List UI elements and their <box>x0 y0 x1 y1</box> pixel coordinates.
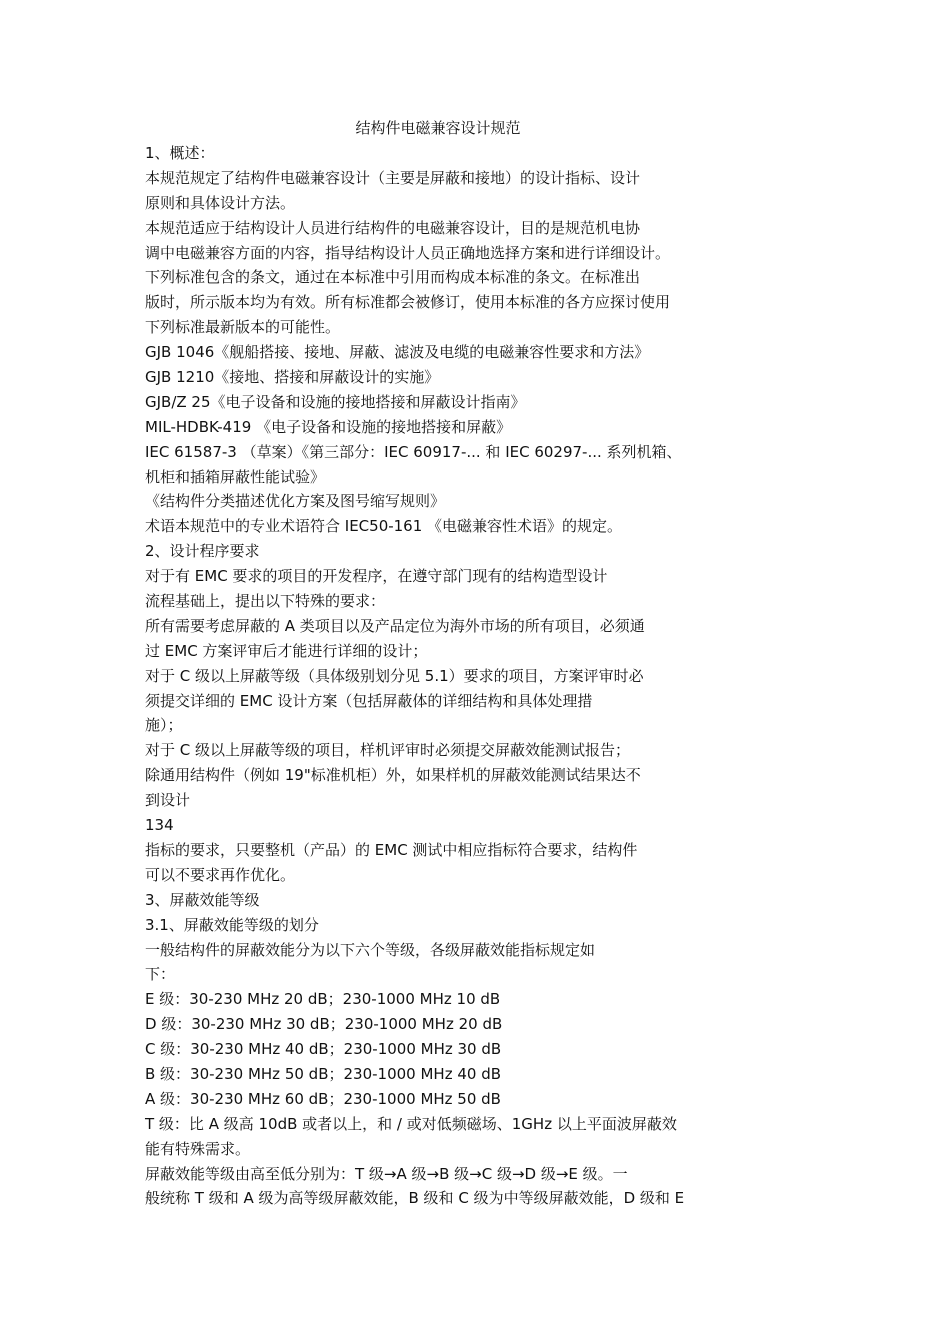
text-line: T 级：比 A 级高 10dB 或者以上，和 / 或对低频磁场、1GHz 以上平面波屏蔽效 <box>145 1114 677 1133</box>
text-line: 对于 C 级以上屏蔽等级的项目，样机评审时必须提交屏蔽效能测试报告； <box>145 741 631 760</box>
document-body <box>145 141 745 1211</box>
text-line: 本规范适应于结构设计人员进行结构件的电磁兼容设计，目的是规范机电协 <box>145 218 641 237</box>
document-title: 结构件电磁兼容设计规范 <box>355 119 521 137</box>
text-line: 对于有 EMC 要求的项目的开发程序，在遵守部门现有的结构造型设计 <box>145 567 608 586</box>
text-line: 机柜和插箱屏蔽性能试验》 <box>145 467 326 486</box>
text-line: 所有需要考虑屏蔽的 A 类项目以及产品定位为海外市场的所有项目，必须通 <box>145 616 645 635</box>
text-line: 下： <box>145 965 176 984</box>
text-line: D 级：30-230 MHz 30 dB；230-1000 MHz 20 dB <box>145 1015 503 1034</box>
text-line: IEC 61587-3 （草案）《第三部分：IEC 60917-... 和 IEC 60297-... 系列机箱、 <box>145 442 682 461</box>
text-line: 1、概述： <box>145 144 215 162</box>
text-line: 2、设计程序要求 <box>145 542 260 561</box>
text-line: A 级：30-230 MHz 60 dB；230-1000 MHz 50 dB <box>145 1089 501 1108</box>
text-line: 须提交详细的 EMC 设计方案（包括屏蔽体的详细结构和具体处理措 <box>145 691 593 710</box>
text-line: 到设计 <box>145 791 191 810</box>
text-line: 3、屏蔽效能等级 <box>145 890 260 909</box>
text-line: 指标的要求，只要整机（产品）的 EMC 测试中相应指标符合要求，结构件 <box>145 840 638 859</box>
text-line: C 级：30-230 MHz 40 dB；230-1000 MHz 30 dB <box>145 1040 502 1059</box>
text-line: 屏蔽效能等级由高至低分别为：T 级→A 级→B 级→C 级→D 级→E 级。一 <box>145 1164 628 1183</box>
text-line: 版时，所示版本均为有效。所有标准都会被修订，使用本标准的各方应探讨使用 <box>145 293 671 312</box>
text-line: 《结构件分类描述优化方案及图号缩写规则》 <box>145 492 446 511</box>
text-line: 调中电磁兼容方面的内容，指导结构设计人员正确地选择方案和进行详细设计。 <box>145 243 671 262</box>
text-line: 般统称 T 级和 A 级为高等级屏蔽效能，B 级和 C 级为中等级屏蔽效能，D 级和 E <box>145 1189 685 1208</box>
text-line: 能有特殊需求。 <box>145 1139 251 1158</box>
text-line: 一般结构件的屏蔽效能分为以下六个等级，各级屏蔽效能指标规定如 <box>145 940 596 959</box>
text-line: 除通用结构件（例如 19"标准机柜）外，如果样机的屏蔽效能测试结果达不 <box>145 766 641 785</box>
text-line: 下列标准最新版本的可能性。 <box>145 318 341 337</box>
text-line: GJB 1210《接地、搭接和屏蔽设计的实施》 <box>145 368 440 387</box>
text-line: 3.1、屏蔽效能等级的划分 <box>145 915 319 934</box>
text-line: 对于 C 级以上屏蔽等级（具体级别划分见 5.1）要求的项目，方案评审时必 <box>145 666 644 685</box>
text-line: 过 EMC 方案评审后才能进行详细的设计； <box>145 641 428 660</box>
text-line: 施）； <box>145 716 183 735</box>
text-line: GJB 1046《舰船搭接、接地、屏蔽、滤波及电缆的电磁兼容性要求和方法》 <box>145 343 650 362</box>
text-line: 流程基础上，提出以下特殊的要求： <box>145 592 386 611</box>
text-line: MIL-HDBK-419 《电子设备和设施的接地搭接和屏蔽》 <box>145 417 512 436</box>
text-line: 下列标准包含的条文，通过在本标准中引用而构成本标准的条文。在标准出 <box>145 268 641 287</box>
text-line: 原则和具体设计方法。 <box>145 193 296 212</box>
text-line: GJB/Z 25《电子设备和设施的接地搭接和屏蔽设计指南》 <box>145 392 526 411</box>
text-line: 可以不要求再作优化。 <box>145 865 296 884</box>
text-line: 134 <box>145 816 174 835</box>
text-line: 术语本规范中的专业术语符合 IEC50-161 《电磁兼容性术语》的规定。 <box>145 517 623 536</box>
text-line: 本规范规定了结构件电磁兼容设计（主要是屏蔽和接地）的设计指标、设计 <box>145 168 641 187</box>
text-line: B 级：30-230 MHz 50 dB；230-1000 MHz 40 dB <box>145 1064 502 1083</box>
text-line: E 级：30-230 MHz 20 dB；230-1000 MHz 10 dB <box>145 990 501 1009</box>
